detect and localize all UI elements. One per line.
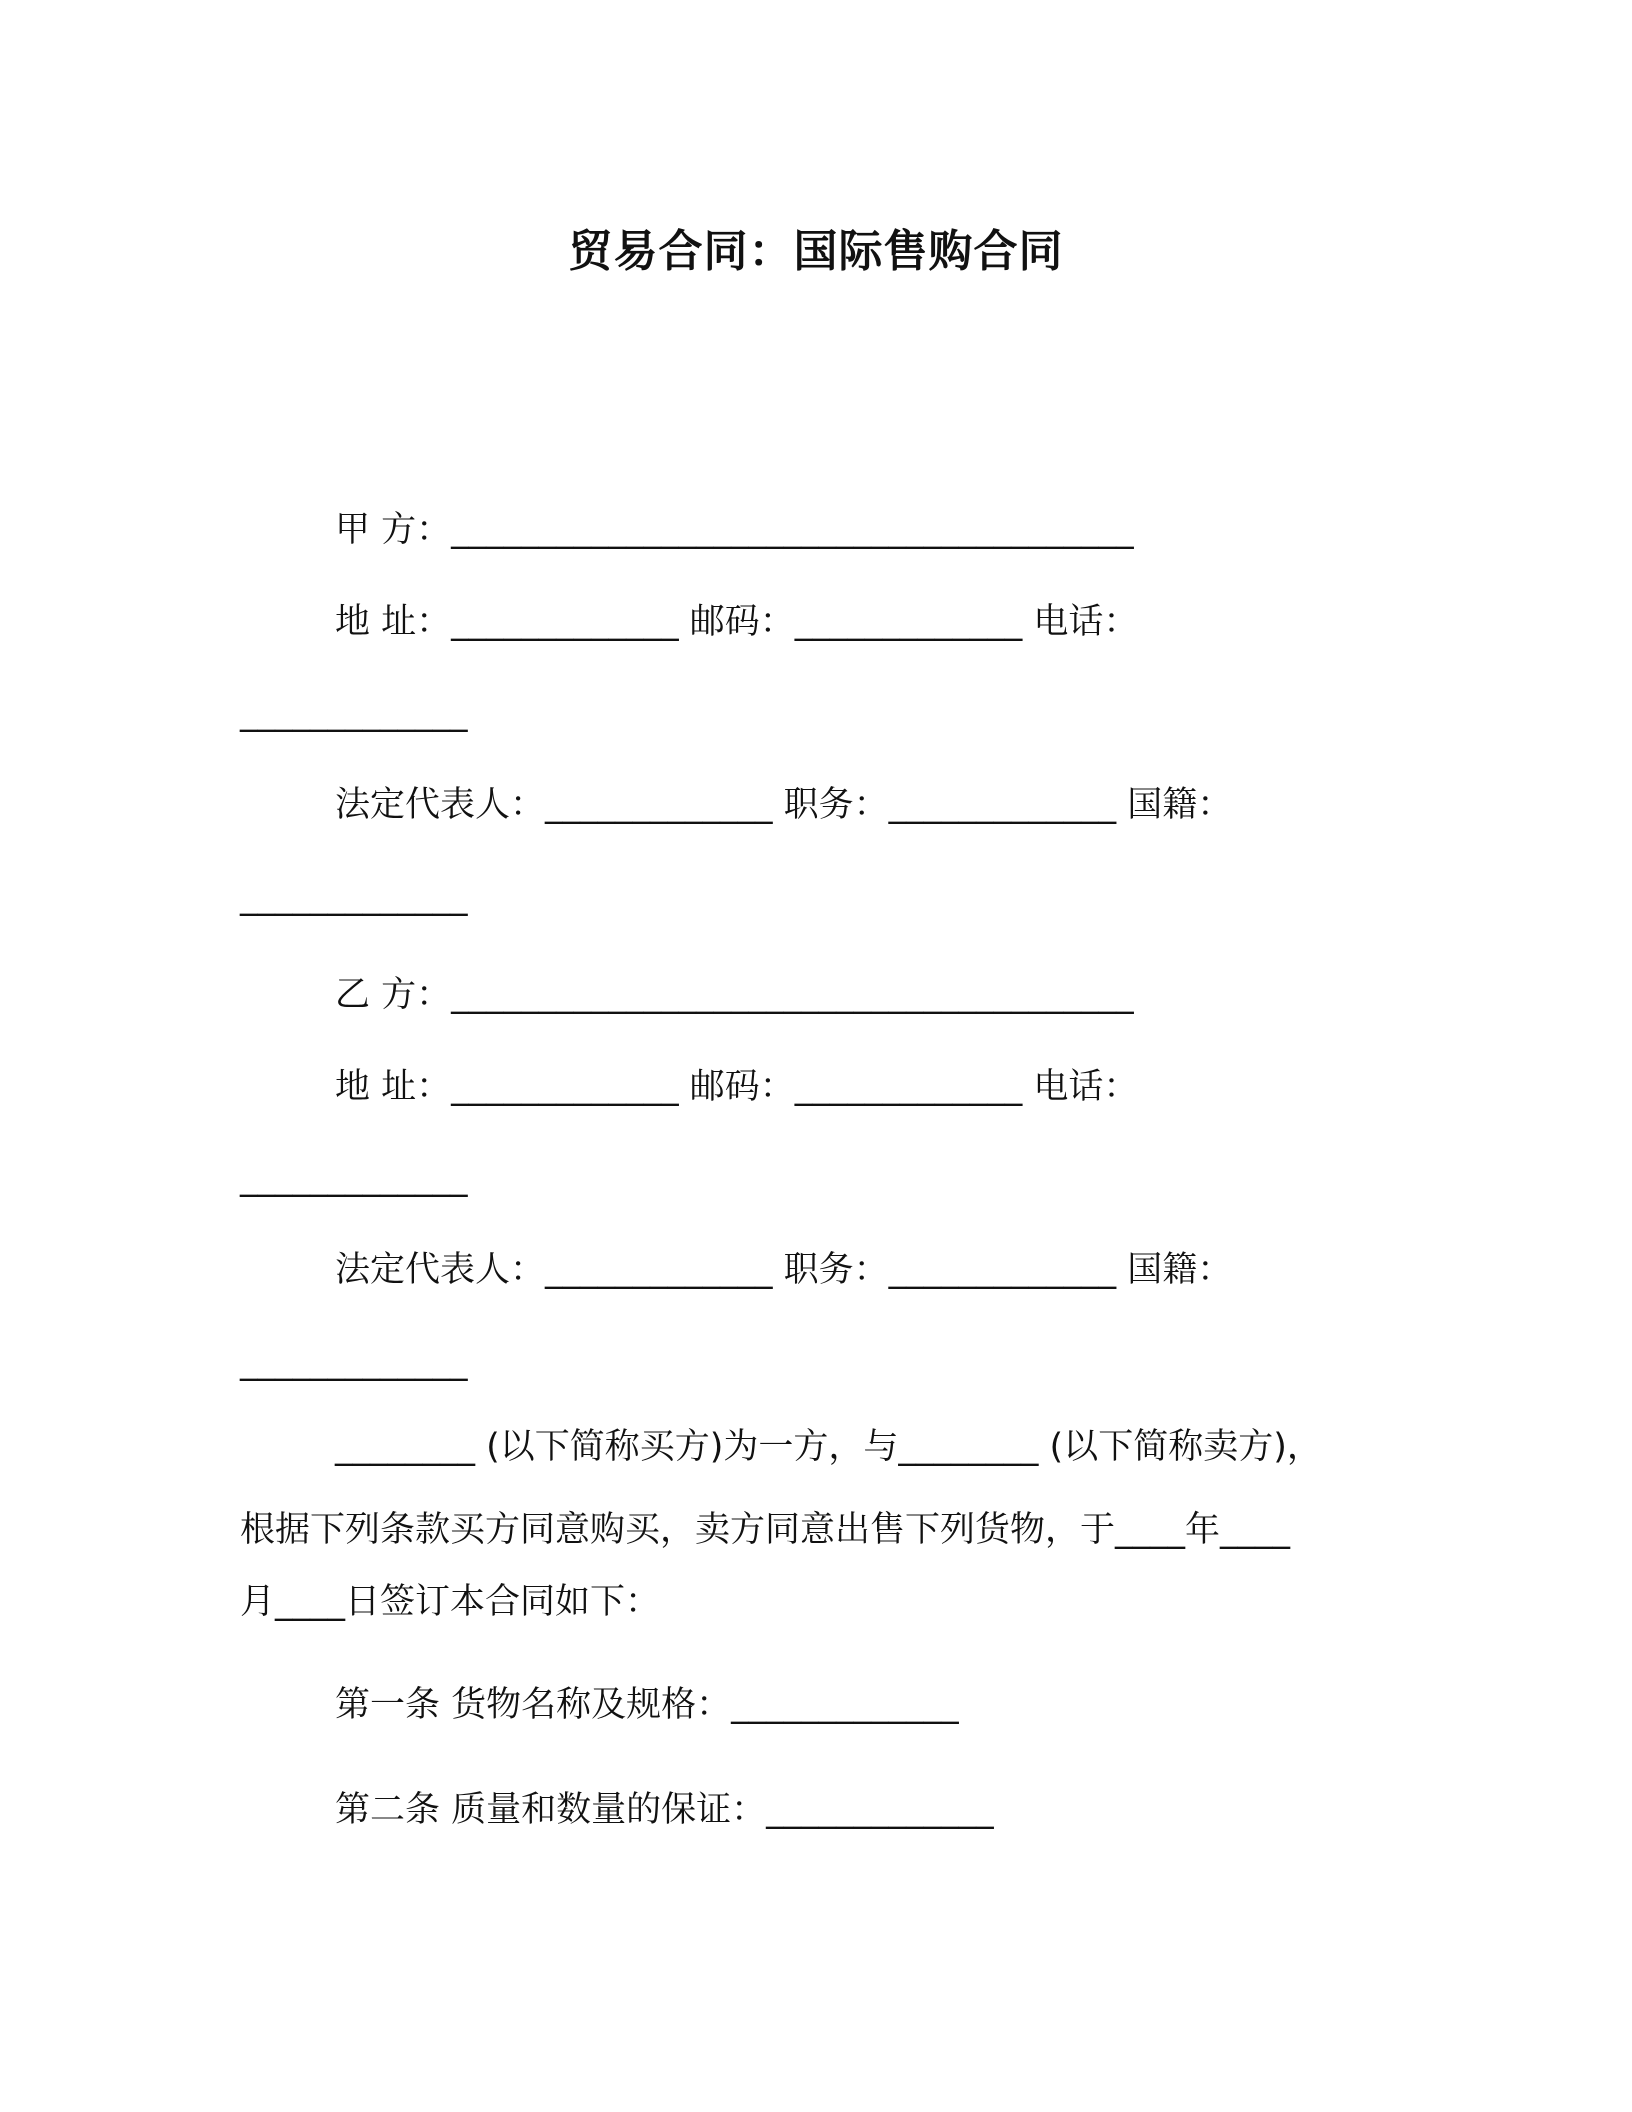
party-b-name-line: 乙 方：_______________________________________: [335, 975, 1134, 1015]
party-a-nationality-blank: _____________: [240, 877, 468, 917]
party-a-phone-blank: _____________: [240, 693, 468, 733]
party-a-address-line: 地 址：_____________ 邮码：_____________ 电话：: [335, 602, 1139, 642]
intro-line-3: 月____日签订本合同如下：: [240, 1582, 661, 1622]
party-b-phone-blank: _____________: [240, 1158, 468, 1198]
party-b-nationality-blank: _____________: [240, 1342, 468, 1382]
article-1: 第一条 货物名称及规格：_____________: [335, 1685, 959, 1725]
intro-line-1: ________ (以下简称买方)为一方，与________ (以下简称卖方)，: [335, 1427, 1322, 1467]
intro-line-2: 根据下列条款买方同意购买，卖方同意出售下列货物，于____年____: [240, 1510, 1291, 1550]
document-title: 贸易合同：国际售购合同: [568, 226, 1064, 277]
party-b-representative-line: 法定代表人：_____________ 职务：_____________ 国籍：: [335, 1250, 1233, 1290]
party-a-representative-line: 法定代表人：_____________ 职务：_____________ 国籍：: [335, 785, 1233, 825]
party-b-address-line: 地 址：_____________ 邮码：_____________ 电话：: [335, 1067, 1139, 1107]
party-a-name-line: 甲 方：_______________________________________: [335, 510, 1134, 550]
article-2: 第二条 质量和数量的保证：_____________: [335, 1790, 994, 1830]
